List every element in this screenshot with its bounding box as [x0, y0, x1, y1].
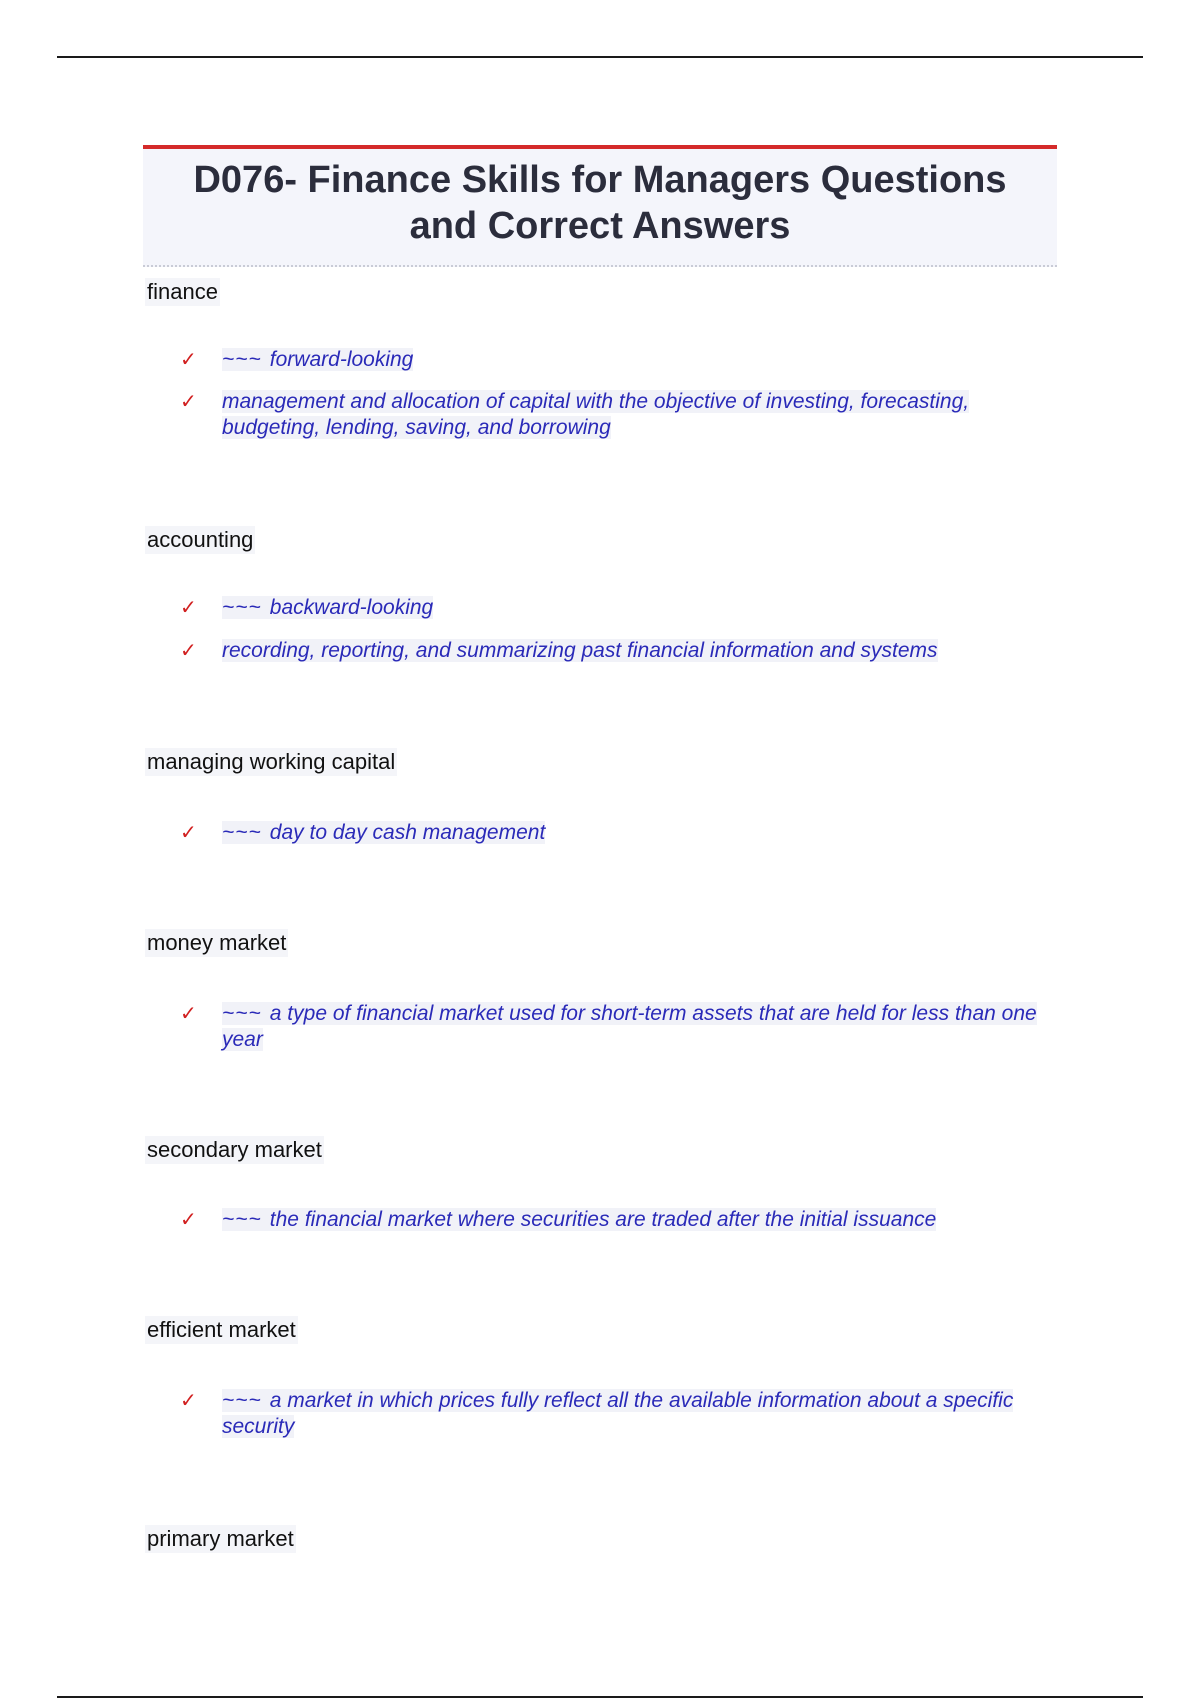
term-finance: finance — [147, 279, 218, 304]
page-top-rule — [57, 56, 1143, 58]
page-title — [143, 157, 1057, 249]
title-box — [143, 145, 1057, 267]
term-money-market: money market — [147, 930, 287, 955]
title-line-2: and Correct Answers — [409, 205, 791, 247]
title-line-1: D076- Finance Skills for Managers Questions — [193, 159, 1007, 201]
answer-text: recording, reporting, and summarizing past financial information and systems — [222, 639, 938, 662]
checkmark-icon: ✓ — [180, 595, 197, 619]
term-managing-working-capital: managing working capital — [147, 749, 396, 774]
term-secondary-market: secondary market — [147, 1137, 322, 1162]
answer-item — [180, 389, 1060, 441]
answer-item — [180, 347, 1060, 373]
checkmark-icon: ✓ — [180, 1001, 197, 1025]
answer-marker: ~~~ — [222, 1389, 262, 1412]
answer-item — [180, 1001, 1060, 1053]
checkmark-icon: ✓ — [180, 1207, 197, 1231]
answer-text: a type of financial market used for short-term assets that are held for less than one year — [222, 1002, 1037, 1051]
term-efficient-market: efficient market — [147, 1317, 296, 1342]
term-primary-market: primary market — [147, 1526, 294, 1551]
checkmark-icon: ✓ — [180, 389, 197, 413]
checkmark-icon: ✓ — [180, 820, 197, 844]
answer-item — [180, 1388, 1060, 1440]
checkmark-icon: ✓ — [180, 347, 197, 371]
answer-text: management and allocation of capital with the objective of investing, forecasting, budgeting, lending, saving, and borrowing — [222, 390, 970, 439]
page-bottom-rule — [57, 1696, 1143, 1698]
answer-item — [180, 1207, 1060, 1233]
checkmark-icon: ✓ — [180, 638, 197, 662]
answer-item — [180, 820, 1060, 846]
answer-marker: ~~~ — [222, 348, 262, 371]
answer-marker: ~~~ — [222, 596, 262, 619]
answer-text: a market in which prices fully reflect all the available information about a specific security — [222, 1389, 1014, 1438]
answer-text: the financial market where securities are traded after the initial issuance — [269, 1208, 937, 1231]
answer-text: backward-looking — [269, 596, 434, 619]
answer-marker: ~~~ — [222, 1208, 262, 1231]
answer-marker: ~~~ — [222, 821, 262, 844]
answer-marker: ~~~ — [222, 1002, 262, 1025]
answer-item — [180, 595, 1060, 621]
checkmark-icon: ✓ — [180, 1388, 197, 1412]
answer-text: forward-looking — [269, 348, 414, 371]
answer-item — [180, 638, 1060, 664]
answer-text: day to day cash management — [269, 821, 546, 844]
term-accounting: accounting — [147, 527, 254, 552]
